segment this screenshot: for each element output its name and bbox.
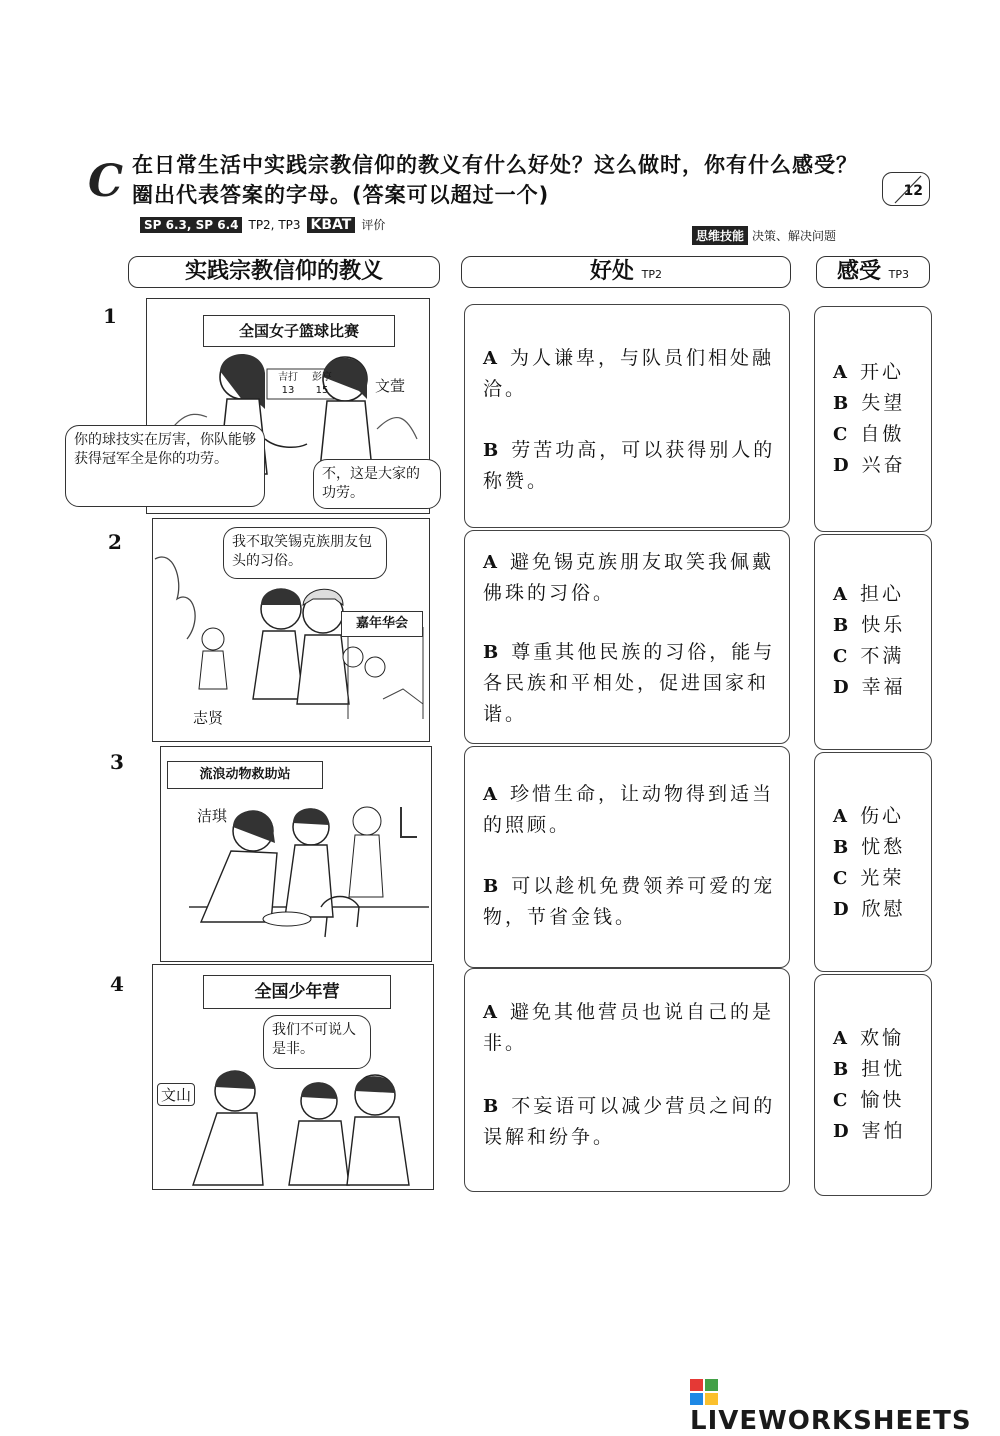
option-text: 欣慰 [861, 898, 906, 920]
option-letter[interactable]: A [483, 348, 500, 369]
benefit-option[interactable] [483, 547, 779, 609]
picture-4 [152, 964, 434, 1190]
benefit-option[interactable] [483, 637, 779, 730]
feeling-option[interactable] [833, 1023, 906, 1054]
column-header-feeling-tp: TP3 [888, 268, 910, 281]
logo-text: LIVEWORKSHEETS [690, 1406, 972, 1436]
option-letter[interactable]: B [483, 440, 502, 461]
skill-line [692, 226, 836, 245]
feeling-option[interactable] [833, 832, 906, 863]
column-header-benefit-tp: TP2 [641, 268, 663, 281]
option-text: 开心 [859, 361, 904, 383]
option-letter[interactable]: C [833, 646, 851, 667]
option-text: 快乐 [861, 614, 906, 636]
feeling-option[interactable] [833, 419, 906, 450]
option-letter[interactable]: B [833, 1059, 852, 1080]
option-text: 劳苦功高，可以获得别人的称赞。 [483, 439, 776, 492]
column-header-benefit [461, 256, 791, 288]
question-text: 在日常生活中实践宗教信仰的教义有什么好处？这么做时，你有什么感受？圈出代表答案的字母。(答案可以超过一个) [132, 153, 858, 207]
item-number: 2 [108, 530, 122, 554]
picture-sign: 流浪动物救助站 [167, 761, 323, 789]
benefit-option[interactable] [483, 435, 779, 497]
option-letter[interactable]: C [833, 1090, 851, 1111]
speech-bubble-left: 你的球技实在厉害，你队能够获得冠军全是你的功劳。 [65, 425, 265, 507]
feeling-option[interactable] [833, 641, 906, 672]
option-text: 幸福 [861, 676, 906, 698]
feeling-box-1 [814, 306, 932, 532]
option-letter[interactable]: B [833, 393, 852, 414]
option-letter[interactable]: A [833, 1028, 850, 1049]
scoreboard-right: 彭亨 15 [312, 372, 332, 396]
option-letter[interactable]: A [833, 362, 850, 383]
feeling-options [833, 357, 906, 481]
benefit-option[interactable] [483, 997, 779, 1059]
option-text: 不满 [860, 645, 905, 667]
feeling-option[interactable] [833, 894, 906, 925]
option-letter[interactable]: D [833, 677, 852, 698]
option-text: 伤心 [859, 805, 904, 827]
option-letter[interactable]: D [833, 1121, 852, 1142]
option-letter[interactable]: A [833, 806, 850, 827]
feeling-option[interactable] [833, 450, 906, 481]
option-text: 尊重其他民族的习俗，能与各民族和平相处，促进国家和谐。 [483, 641, 776, 725]
option-letter[interactable]: B [833, 837, 852, 858]
picture-1 [74, 298, 430, 514]
kbat-text: 评价 [361, 218, 386, 232]
liveworksheets-logo-icon [690, 1379, 720, 1405]
benefit-option[interactable] [483, 1091, 779, 1153]
option-text: 自傲 [860, 423, 905, 445]
option-letter[interactable]: B [833, 615, 852, 636]
option-text: 为人谦卑，与队员们相处融洽。 [483, 347, 774, 400]
option-text: 失望 [861, 392, 906, 414]
option-text: 避免锡克族朋友取笑我佩戴佛珠的习俗。 [483, 551, 774, 604]
skill-text: 决策、解决问题 [752, 229, 837, 243]
scoreboard-left: 吉打 13 [278, 372, 298, 396]
feeling-option[interactable] [833, 1085, 906, 1116]
speech-bubble: 我不取笑锡克族朋友包头的习俗。 [223, 527, 387, 579]
option-text: 避免其他营员也说自己的是非。 [483, 1001, 774, 1054]
option-text: 忧愁 [861, 836, 906, 858]
score-box [882, 172, 930, 206]
character-name: 文山 [157, 1083, 195, 1106]
option-letter[interactable]: A [833, 584, 850, 605]
character-name: 洁琪 [197, 807, 228, 825]
column-header-feeling [816, 256, 930, 288]
option-letter[interactable]: D [833, 899, 852, 920]
liveworksheets-logo[interactable] [690, 1376, 1000, 1436]
benefit-box-1 [464, 304, 790, 528]
score-value: 12 [903, 183, 923, 199]
picture-sign: 嘉年华会 [341, 611, 423, 637]
option-letter[interactable]: A [483, 784, 500, 805]
benefit-option[interactable] [483, 343, 779, 405]
option-text: 珍惜生命，让动物得到适当的照顾。 [483, 783, 774, 836]
option-letter[interactable]: C [833, 424, 851, 445]
option-text: 光荣 [860, 867, 905, 889]
benefit-option[interactable] [483, 779, 779, 841]
item-number: 1 [103, 304, 117, 328]
feeling-option[interactable] [833, 1054, 906, 1085]
feeling-option[interactable] [833, 801, 906, 832]
feeling-options [833, 579, 906, 703]
skill-tag: 思维技能 [692, 226, 748, 245]
feeling-option[interactable] [833, 863, 906, 894]
feeling-option[interactable] [833, 1116, 906, 1147]
option-letter[interactable]: D [833, 455, 852, 476]
option-letter[interactable]: B [483, 642, 502, 663]
tp-levels: TP2, TP3 [248, 217, 301, 232]
option-letter[interactable]: C [833, 868, 851, 889]
option-text: 可以趁机免费领养可爱的宠物，节省金钱。 [483, 875, 776, 928]
feeling-option[interactable] [833, 672, 906, 703]
option-letter[interactable]: B [483, 1096, 502, 1117]
character-name: 志贤 [193, 709, 224, 727]
character-name: 文萱 [375, 377, 406, 395]
feeling-options [833, 1023, 906, 1147]
benefit-box-3 [464, 746, 790, 968]
option-text: 愉快 [860, 1089, 905, 1111]
column-header-practice-label: 实践宗教信仰的教义 [184, 259, 383, 284]
speech-bubble-right: 不，这是大家的功劳。 [313, 459, 441, 509]
option-letter[interactable]: A [483, 552, 500, 573]
option-text: 担心 [859, 583, 904, 605]
benefit-box-4 [464, 968, 790, 1192]
feeling-box-3 [814, 752, 932, 972]
score-slash-icon [883, 173, 931, 207]
option-text: 兴奋 [861, 454, 906, 476]
option-text: 担忧 [861, 1058, 906, 1080]
benefit-option[interactable] [483, 871, 779, 933]
column-header-feeling-label: 感受 [836, 259, 881, 284]
column-header-benefit-label: 好处 [589, 259, 634, 284]
standard-tag: SP 6.3, SP 6.4 [140, 217, 242, 233]
column-header-practice [128, 256, 440, 288]
picture-3 [160, 746, 432, 962]
feeling-option[interactable] [833, 357, 906, 388]
feeling-options [833, 801, 906, 925]
option-text: 欢愉 [859, 1027, 904, 1049]
feeling-option[interactable] [833, 579, 906, 610]
picture-sign: 全国少年营 [203, 975, 391, 1009]
feeling-box-2 [814, 534, 932, 750]
section-badge: C [88, 156, 124, 207]
picture-2 [152, 518, 430, 742]
item-number: 4 [110, 972, 124, 996]
item-number: 3 [110, 750, 124, 774]
option-text: 不妄语可以减少营员之间的误解和纷争。 [483, 1095, 776, 1148]
option-text: 害怕 [861, 1120, 906, 1142]
feeling-option[interactable] [833, 388, 906, 419]
option-letter[interactable]: A [483, 1002, 500, 1023]
feeling-option[interactable] [833, 610, 906, 641]
picture-sign: 全国女子篮球比赛 [203, 315, 395, 347]
option-letter[interactable]: B [483, 876, 502, 897]
feeling-box-4 [814, 974, 932, 1196]
benefit-box-2 [464, 530, 790, 744]
tagline [140, 216, 385, 233]
speech-bubble: 我们不可说人是非。 [263, 1015, 371, 1069]
kbat-tag: KBAT [307, 217, 356, 233]
